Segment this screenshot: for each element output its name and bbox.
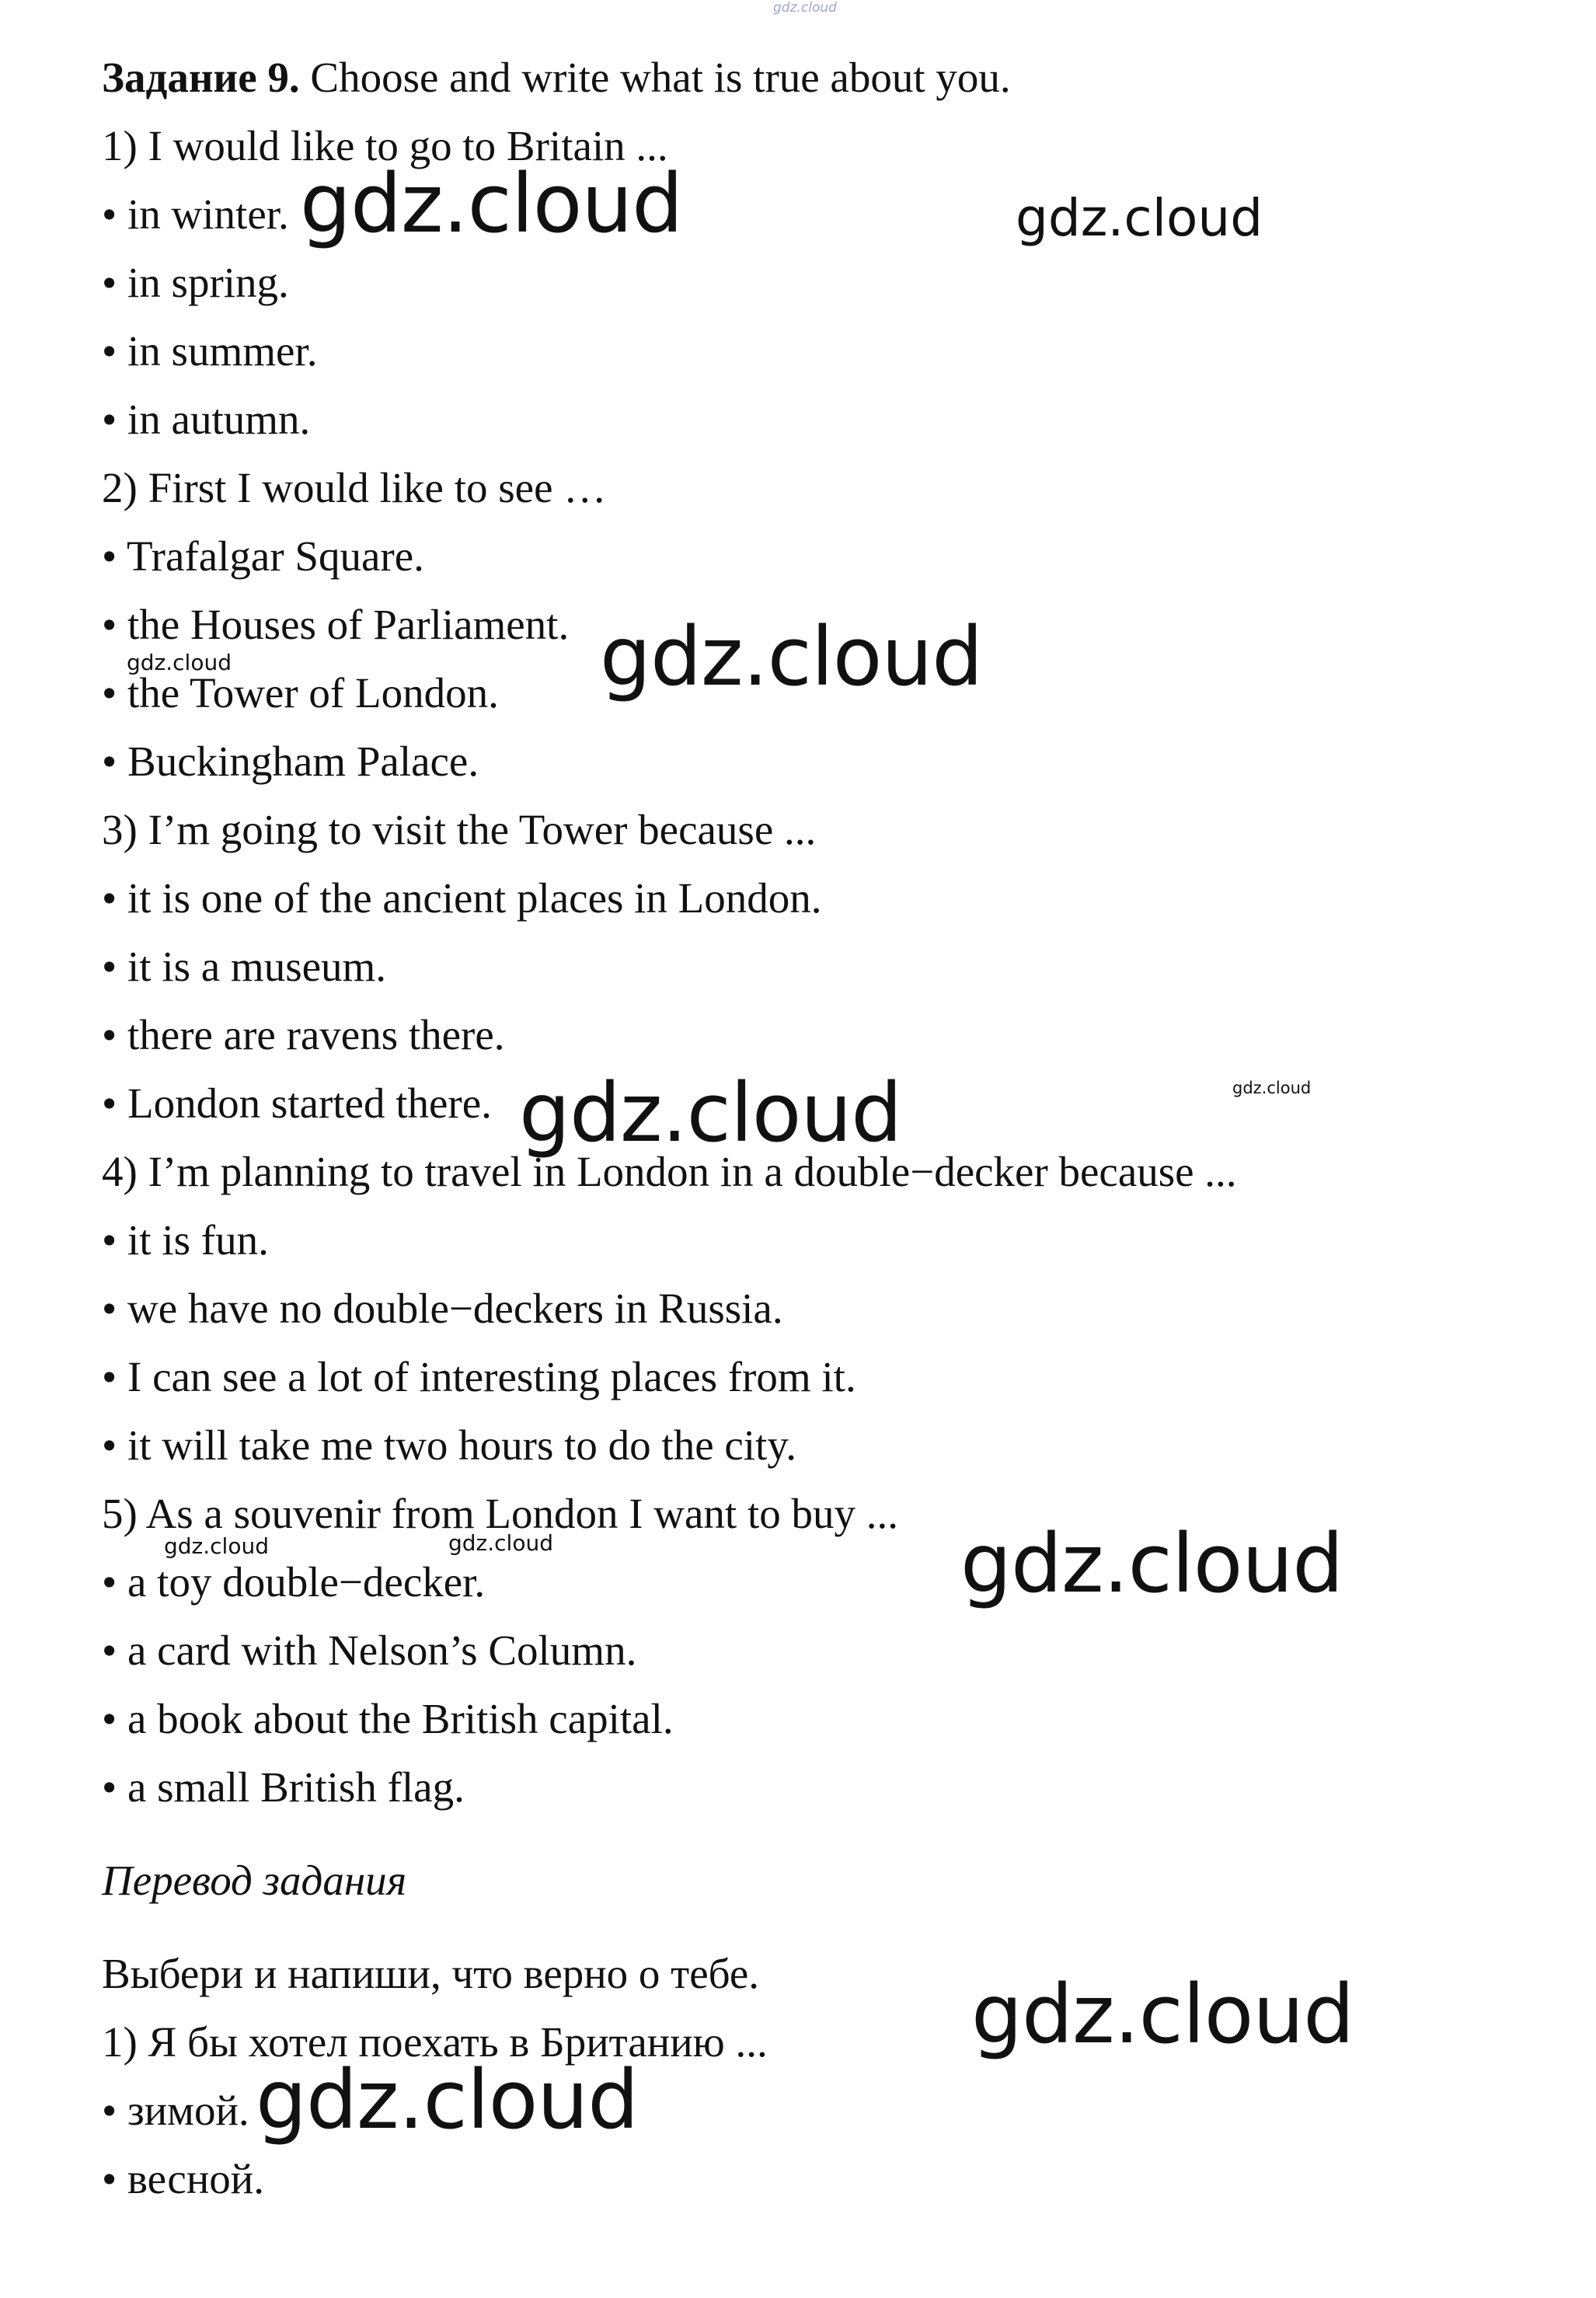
watermark: gdz.cloud bbox=[1232, 1079, 1312, 1097]
translation-heading: Перевод задания bbox=[102, 1857, 407, 1904]
question-3: 3) I’m going to visit the Tower because ... bbox=[102, 806, 817, 853]
option-line: • a book about the British capital. bbox=[102, 1695, 674, 1742]
option-line: • it will take me two hours to do the city. bbox=[102, 1421, 797, 1469]
watermark: gdz.cloud bbox=[448, 1530, 553, 1556]
option-line: • in summer. bbox=[102, 327, 318, 375]
option-line: • in winter. bbox=[102, 190, 289, 238]
watermark: gdz.cloud bbox=[971, 1967, 1354, 2062]
option-line: • a toy double−decker. bbox=[102, 1558, 486, 1606]
option-line: • we have no double−deckers in Russia. bbox=[102, 1285, 783, 1332]
option-line: • it is a museum. bbox=[102, 943, 387, 990]
option-line: • in spring. bbox=[102, 259, 289, 306]
option-line: • I can see a lot of interesting places from it. bbox=[102, 1353, 856, 1400]
option-line: • a small British flag. bbox=[102, 1763, 465, 1811]
watermark: gdz.cloud bbox=[600, 609, 983, 704]
option-line: • it is one of the ancient places in London. bbox=[102, 874, 822, 922]
watermark: gdz.cloud bbox=[164, 1533, 269, 1559]
translation-question-1: 1) Я бы хотел поехать в Британию ... bbox=[102, 2018, 768, 2066]
watermark: gdz.cloud bbox=[519, 1065, 902, 1160]
option-line: • the Houses of Parliament. bbox=[102, 601, 570, 648]
watermark: gdz.cloud bbox=[1016, 188, 1263, 248]
question-5: 5) As a souvenir from London I want to buy ... bbox=[102, 1490, 898, 1537]
task-heading bbox=[102, 53, 1011, 103]
question-4: 4) I’m planning to travel in London in a double−decker because ... bbox=[102, 1148, 1237, 1195]
option-line: • Buckingham Palace. bbox=[102, 738, 479, 785]
option-line: • a card with Nelson’s Column. bbox=[102, 1627, 637, 1674]
watermark: gdz.cloud bbox=[300, 156, 683, 251]
translation-option: • зимой. bbox=[102, 2087, 249, 2134]
option-line: • there are ravens there. bbox=[102, 1011, 505, 1058]
header-watermark: gdz.cloud bbox=[773, 0, 837, 16]
watermark: gdz.cloud bbox=[960, 1516, 1343, 1611]
watermark: gdz.cloud bbox=[256, 2052, 639, 2147]
option-line: • London started there. bbox=[102, 1079, 492, 1127]
watermark: gdz.cloud bbox=[127, 650, 232, 675]
translation-instruction: Выбери и напиши, что верно о тебе. bbox=[102, 1950, 760, 1997]
task-label: Задание 9. bbox=[102, 54, 300, 101]
option-line: • in autumn. bbox=[102, 396, 311, 443]
translation-option: • весной. bbox=[102, 2155, 264, 2202]
question-1: 1) I would like to go to Britain ... bbox=[102, 122, 668, 169]
option-line: • Trafalgar Square. bbox=[102, 532, 424, 580]
option-line: • it is fun. bbox=[102, 1216, 269, 1264]
option-line: • the Tower of London. bbox=[102, 669, 499, 717]
question-2: 2) First I would like to see … bbox=[102, 464, 607, 511]
task-instruction: Choose and write what is true about you. bbox=[310, 54, 1011, 101]
